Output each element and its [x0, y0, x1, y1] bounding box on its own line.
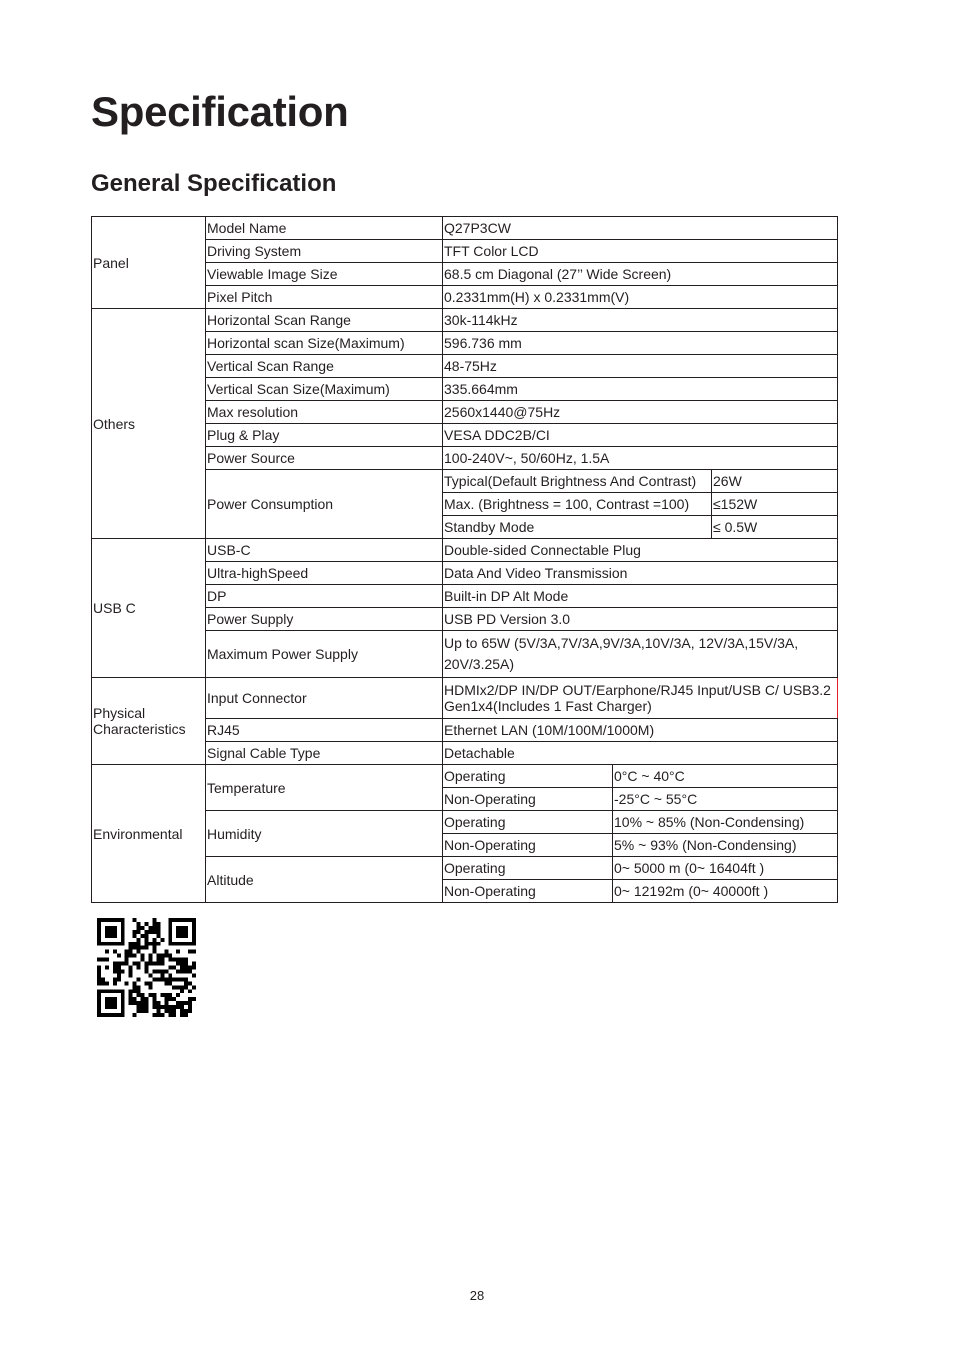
- spec-value: -25°C ~ 55°C: [613, 788, 838, 811]
- spec-label: Max resolution: [206, 401, 443, 424]
- category-usbc: USB C: [92, 539, 206, 678]
- spec-label: Horizontal Scan Range: [206, 309, 443, 332]
- category-physical: Physical Characteristics: [92, 678, 206, 765]
- spec-value: VESA DDC2B/CI: [443, 424, 838, 447]
- spec-value: USB PD Version 3.0: [443, 608, 838, 631]
- spec-value: 100-240V~, 50/60Hz, 1.5A: [443, 447, 838, 470]
- spec-sublabel: Operating: [443, 811, 613, 834]
- table-row: [92, 309, 838, 332]
- spec-label: Vertical Scan Size(Maximum): [206, 378, 443, 401]
- table-row: [92, 765, 838, 788]
- spec-label: Signal Cable Type: [206, 742, 443, 765]
- table-row: [92, 678, 838, 719]
- spec-value: 30k-114kHz: [443, 309, 838, 332]
- spec-label: Plug & Play: [206, 424, 443, 447]
- spec-value: ≤152W: [712, 493, 838, 516]
- spec-label: Humidity: [206, 811, 443, 857]
- spec-label: RJ45: [206, 719, 443, 742]
- spec-value: HDMIx2/DP IN/DP OUT/Earphone/RJ45 Input/USB C/ USB3.2 Gen1x4(Includes 1 Fast Charger): [443, 678, 838, 719]
- spec-value: 0~ 12192m (0~ 40000ft ): [613, 880, 838, 903]
- spec-sublabel: Operating: [443, 857, 613, 880]
- spec-value: 596.736 mm: [443, 332, 838, 355]
- spec-value: 68.5 cm Diagonal (27’’ Wide Screen): [443, 263, 838, 286]
- spec-sublabel: Non-Operating: [443, 880, 613, 903]
- spec-label: Power Supply: [206, 608, 443, 631]
- spec-value: 0~ 5000 m (0~ 16404ft ): [613, 857, 838, 880]
- spec-value: 5% ~ 93% (Non-Condensing): [613, 834, 838, 857]
- spec-value: 0°C ~ 40°C: [613, 765, 838, 788]
- spec-value: 10% ~ 85% (Non-Condensing): [613, 811, 838, 834]
- spec-sublabel: Non-Operating: [443, 834, 613, 857]
- spec-label: Driving System: [206, 240, 443, 263]
- spec-value: Data And Video Transmission: [443, 562, 838, 585]
- qr-code-icon: [97, 918, 196, 1017]
- spec-label: Pixel Pitch: [206, 286, 443, 309]
- spec-value: Ethernet LAN (10M/100M/1000M): [443, 719, 838, 742]
- spec-value: 26W: [712, 470, 838, 493]
- spec-label: DP: [206, 585, 443, 608]
- spec-sublabel: Typical(Default Brightness And Contrast): [443, 470, 712, 493]
- spec-label: Horizontal scan Size(Maximum): [206, 332, 443, 355]
- spec-value: TFT Color LCD: [443, 240, 838, 263]
- page-title: Specification: [91, 88, 349, 135]
- table-row: [92, 539, 838, 562]
- spec-value: 48-75Hz: [443, 355, 838, 378]
- spec-label: Vertical Scan Range: [206, 355, 443, 378]
- section-title: General Specification: [91, 170, 337, 197]
- spec-label: Viewable Image Size: [206, 263, 443, 286]
- spec-value: 335.664mm: [443, 378, 838, 401]
- spec-value: 2560x1440@75Hz: [443, 401, 838, 424]
- spec-label: Maximum Power Supply: [206, 631, 443, 678]
- spec-sublabel: Standby Mode: [443, 516, 712, 539]
- category-environmental: Environmental: [92, 765, 206, 903]
- spec-label: Ultra-highSpeed: [206, 562, 443, 585]
- spec-table: [91, 216, 838, 903]
- spec-value: Up to 65W (5V/3A,7V/3A,9V/3A,10V/3A, 12V/3A,15V/3A, 20V/3.25A): [443, 631, 838, 678]
- spec-label: Model Name: [206, 217, 443, 240]
- spec-value: Q27P3CW: [443, 217, 838, 240]
- spec-value: Detachable: [443, 742, 838, 765]
- spec-sublabel: Operating: [443, 765, 613, 788]
- spec-label: Altitude: [206, 857, 443, 903]
- spec-label: Temperature: [206, 765, 443, 811]
- spec-value: 0.2331mm(H) x 0.2331mm(V): [443, 286, 838, 309]
- spec-label: Power Consumption: [206, 470, 443, 539]
- spec-label: USB-C: [206, 539, 443, 562]
- spec-value: ≤ 0.5W: [712, 516, 838, 539]
- spec-value: Double-sided Connectable Plug: [443, 539, 838, 562]
- spec-value: Built-in DP Alt Mode: [443, 585, 838, 608]
- category-panel: Panel: [92, 217, 206, 309]
- spec-label: Input Connector: [206, 678, 443, 719]
- category-others: Others: [92, 309, 206, 539]
- spec-sublabel: Non-Operating: [443, 788, 613, 811]
- spec-sublabel: Max. (Brightness = 100, Contrast =100): [443, 493, 712, 516]
- page-number: 28: [469, 1288, 485, 1303]
- spec-label: Power Source: [206, 447, 443, 470]
- table-row: [92, 217, 838, 240]
